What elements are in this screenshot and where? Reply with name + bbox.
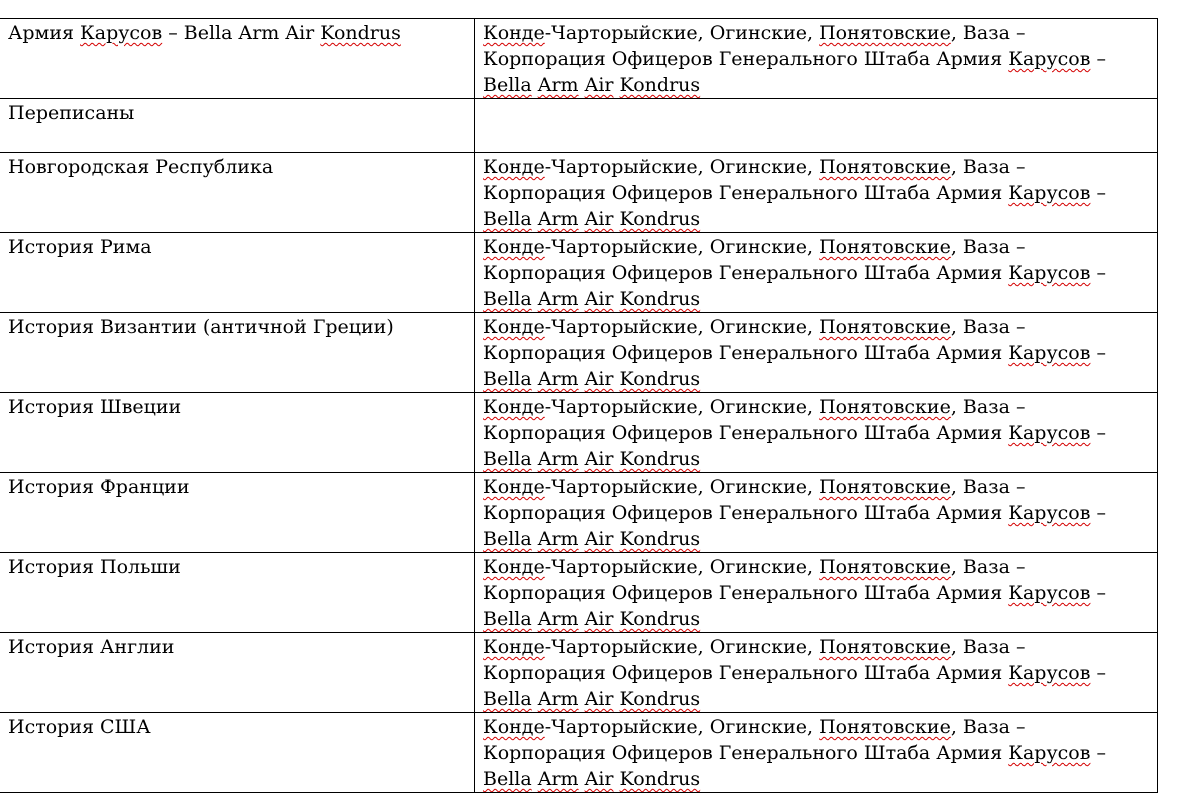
description-text-part: Карусов — [1008, 582, 1091, 604]
topic-cell[interactable] — [0, 393, 475, 473]
description-text-part: Понятовские — [819, 22, 951, 44]
description-text-part: Arm — [537, 768, 579, 790]
description-text-part: Корпорация Офицеров Генерального Штаба Армия — [483, 182, 1009, 204]
description-text-part: Корпорация Офицеров Генерального Штаба Армия — [483, 662, 1009, 684]
description-text-part: Kondrus — [619, 74, 701, 96]
topic-text-part: Армия — [8, 22, 81, 44]
description-text-part: , Ваза – — [950, 716, 1026, 738]
description-text-part: Корпорация Офицеров Генерального Штаба Армия — [483, 582, 1009, 604]
description-text-part: Kondrus — [619, 368, 701, 390]
description-text-part: – — [1090, 48, 1106, 70]
description-text-part: Arm — [537, 448, 579, 470]
description-text-part: Air — [584, 528, 614, 550]
topic-text-part: История Византии (античной Греции) — [8, 316, 394, 338]
topic-cell[interactable] — [0, 153, 475, 233]
description-text-part: – — [1090, 502, 1106, 524]
description-text-part: Arm — [537, 208, 579, 230]
description-text-part: – — [1090, 582, 1106, 604]
description-line — [483, 526, 1149, 552]
description-text-part: Карусов — [1008, 48, 1091, 70]
table-row — [0, 393, 1158, 473]
description-text-part: Bella — [483, 208, 532, 230]
description-text-part: Карусов — [1008, 422, 1091, 444]
table-row — [0, 233, 1158, 313]
description-text-part: Bella — [483, 448, 532, 470]
description-line — [483, 420, 1149, 446]
description-line — [483, 20, 1149, 46]
description-text-part: Корпорация Офицеров Генерального Штаба Армия — [483, 502, 1009, 524]
table-row — [0, 713, 1158, 793]
description-text-part: Bella — [483, 288, 532, 310]
topic-cell[interactable] — [0, 473, 475, 553]
description-text-part: , Ваза – — [950, 396, 1026, 418]
description-text-part: Конде — [483, 156, 545, 178]
description-line — [483, 234, 1149, 260]
description-line — [483, 260, 1149, 286]
description-line — [483, 394, 1149, 420]
description-text-part: Корпорация Офицеров Генерального Штаба Армия — [483, 262, 1009, 284]
description-line — [483, 286, 1149, 312]
description-line — [483, 660, 1149, 686]
table-row — [0, 553, 1158, 633]
topic-text-part: Новгородская Республика — [8, 156, 274, 178]
description-line — [483, 766, 1149, 792]
topic-text-part: История США — [8, 716, 151, 738]
description-text-part: Air — [584, 368, 614, 390]
table-row — [0, 19, 1158, 99]
topic-cell[interactable] — [0, 19, 475, 99]
description-line — [483, 606, 1149, 632]
table-row — [0, 153, 1158, 233]
description-cell[interactable] — [475, 153, 1158, 233]
description-line — [483, 154, 1149, 180]
description-text-part: Bella — [483, 528, 532, 550]
description-text-part: – — [1090, 742, 1106, 764]
description-text-part: Air — [584, 288, 614, 310]
description-text-part: Конде — [483, 636, 545, 658]
description-text-part: Kondrus — [619, 688, 701, 710]
description-text-part: Kondrus — [619, 608, 701, 630]
description-text-part: Понятовские — [819, 476, 951, 498]
description-text-part: Понятовские — [819, 316, 951, 338]
description-text-part: Bella — [483, 768, 532, 790]
description-line — [483, 714, 1149, 740]
topic-cell[interactable] — [0, 633, 475, 713]
description-text-part: Конде — [483, 556, 545, 578]
topic-text-part: История Швеции — [8, 396, 182, 418]
description-text-part: Карусов — [1008, 502, 1091, 524]
description-line — [483, 46, 1149, 72]
description-text-part: Понятовские — [819, 716, 951, 738]
description-cell[interactable] — [475, 633, 1158, 713]
description-text-part: Корпорация Офицеров Генерального Штаба Армия — [483, 422, 1009, 444]
topic-text-part: Карусов — [80, 22, 163, 44]
topic-cell[interactable] — [0, 713, 475, 793]
topic-text-part: История Рима — [8, 236, 152, 258]
description-text-part: Air — [584, 208, 614, 230]
description-line — [483, 314, 1149, 340]
description-text-part: , Ваза – — [950, 236, 1026, 258]
description-text-part: Arm — [537, 688, 579, 710]
description-text-part: Карусов — [1008, 262, 1091, 284]
description-line — [483, 446, 1149, 472]
topic-text-part: История Польши — [8, 556, 181, 578]
description-text-part: Kondrus — [619, 528, 701, 550]
description-cell[interactable] — [475, 19, 1158, 99]
topic-text-part: История Англии — [8, 636, 175, 658]
description-text-part: , Ваза – — [950, 22, 1026, 44]
description-text-part: Понятовские — [819, 636, 951, 658]
topic-text-part: Переписаны — [8, 102, 135, 124]
description-text-part: Air — [584, 768, 614, 790]
description-text-part: Конде — [483, 316, 545, 338]
description-line — [483, 72, 1149, 98]
description-text-part: – — [1090, 262, 1106, 284]
description-cell[interactable] — [475, 713, 1158, 793]
topic-cell[interactable] — [0, 99, 475, 153]
description-cell[interactable] — [475, 553, 1158, 633]
topic-text-part: – Bella Arm Air — [162, 22, 321, 44]
description-text-part: Air — [584, 608, 614, 630]
description-text-part: , Ваза – — [950, 556, 1026, 578]
description-text-part: Air — [584, 688, 614, 710]
description-line — [483, 206, 1149, 232]
description-text-part: Конде — [483, 716, 545, 738]
description-text-part: Понятовские — [819, 396, 951, 418]
description-line — [483, 474, 1149, 500]
description-text-part: – — [1090, 342, 1106, 364]
description-text-part: Конде — [483, 396, 545, 418]
description-text-part: Bella — [483, 608, 532, 630]
description-text-part: Kondrus — [619, 768, 701, 790]
description-text-part: Карусов — [1008, 662, 1091, 684]
description-cell[interactable] — [475, 233, 1158, 313]
table-row — [0, 99, 1158, 153]
description-text-part: -Чарторыйские, Огинские, — [544, 22, 820, 44]
topic-cell[interactable] — [0, 233, 475, 313]
table-row — [0, 313, 1158, 393]
topic-cell[interactable] — [0, 313, 475, 393]
description-line — [483, 580, 1149, 606]
description-text-part: Конде — [483, 22, 545, 44]
description-text-part: – — [1090, 422, 1106, 444]
description-text-part: Bella — [483, 74, 532, 96]
description-text-part: -Чарторыйские, Огинские, — [544, 316, 820, 338]
description-line — [483, 554, 1149, 580]
description-text-part: Корпорация Офицеров Генерального Штаба Армия — [483, 48, 1009, 70]
description-text-part: Arm — [537, 608, 579, 630]
description-text-part: , Ваза – — [950, 476, 1026, 498]
description-text-part: Конде — [483, 236, 545, 258]
description-line — [483, 340, 1149, 366]
description-line — [483, 686, 1149, 712]
description-text-part: Arm — [537, 288, 579, 310]
description-cell[interactable] — [475, 393, 1158, 473]
table-row — [0, 473, 1158, 553]
description-text-part: – — [1090, 182, 1106, 204]
description-text-part: Карусов — [1008, 182, 1091, 204]
description-text-part: Kondrus — [619, 288, 701, 310]
description-text-part: -Чарторыйские, Огинские, — [544, 476, 820, 498]
description-text-part: Понятовские — [819, 156, 951, 178]
topic-text-part: История Франции — [8, 476, 190, 498]
description-text-part: -Чарторыйские, Огинские, — [544, 636, 820, 658]
description-text-part: , Ваза – — [950, 316, 1026, 338]
table-row — [0, 633, 1158, 713]
description-text-part: Bella — [483, 688, 532, 710]
description-text-part: -Чарторыйские, Огинские, — [544, 556, 820, 578]
description-text-part: Air — [584, 74, 614, 96]
description-text-part: , Ваза – — [950, 156, 1026, 178]
description-text-part: Kondrus — [619, 208, 701, 230]
description-text-part: -Чарторыйские, Огинские, — [544, 236, 820, 258]
description-text-part: Air — [584, 448, 614, 470]
description-line — [483, 500, 1149, 526]
document-table — [0, 18, 1158, 793]
description-text-part: Корпорация Офицеров Генерального Штаба Армия — [483, 742, 1009, 764]
description-text-part: -Чарторыйские, Огинские, — [544, 396, 820, 418]
description-cell[interactable] — [475, 313, 1158, 393]
description-text-part: Корпорация Офицеров Генерального Штаба Армия — [483, 342, 1009, 364]
description-text-part: Kondrus — [619, 448, 701, 470]
description-text-part: – — [1090, 662, 1106, 684]
description-line — [483, 634, 1149, 660]
description-cell[interactable] — [475, 473, 1158, 553]
description-text-part: Карусов — [1008, 342, 1091, 364]
description-text-part: Arm — [537, 74, 579, 96]
description-text-part: Arm — [537, 368, 579, 390]
topic-text-part: Kondrus — [320, 22, 401, 44]
description-text-part: , Ваза – — [950, 636, 1026, 658]
description-cell-empty[interactable] — [475, 99, 1158, 153]
description-line — [483, 180, 1149, 206]
description-text-part: Карусов — [1008, 742, 1091, 764]
description-text-part: -Чарторыйские, Огинские, — [544, 156, 820, 178]
description-text-part: Понятовские — [819, 556, 951, 578]
description-text-part: Конде — [483, 476, 545, 498]
description-line — [483, 366, 1149, 392]
description-text-part: -Чарторыйские, Огинские, — [544, 716, 820, 738]
description-text-part: Arm — [537, 528, 579, 550]
topic-cell[interactable] — [0, 553, 475, 633]
description-line — [483, 740, 1149, 766]
description-text-part: Bella — [483, 368, 532, 390]
description-text-part: Понятовские — [819, 236, 951, 258]
